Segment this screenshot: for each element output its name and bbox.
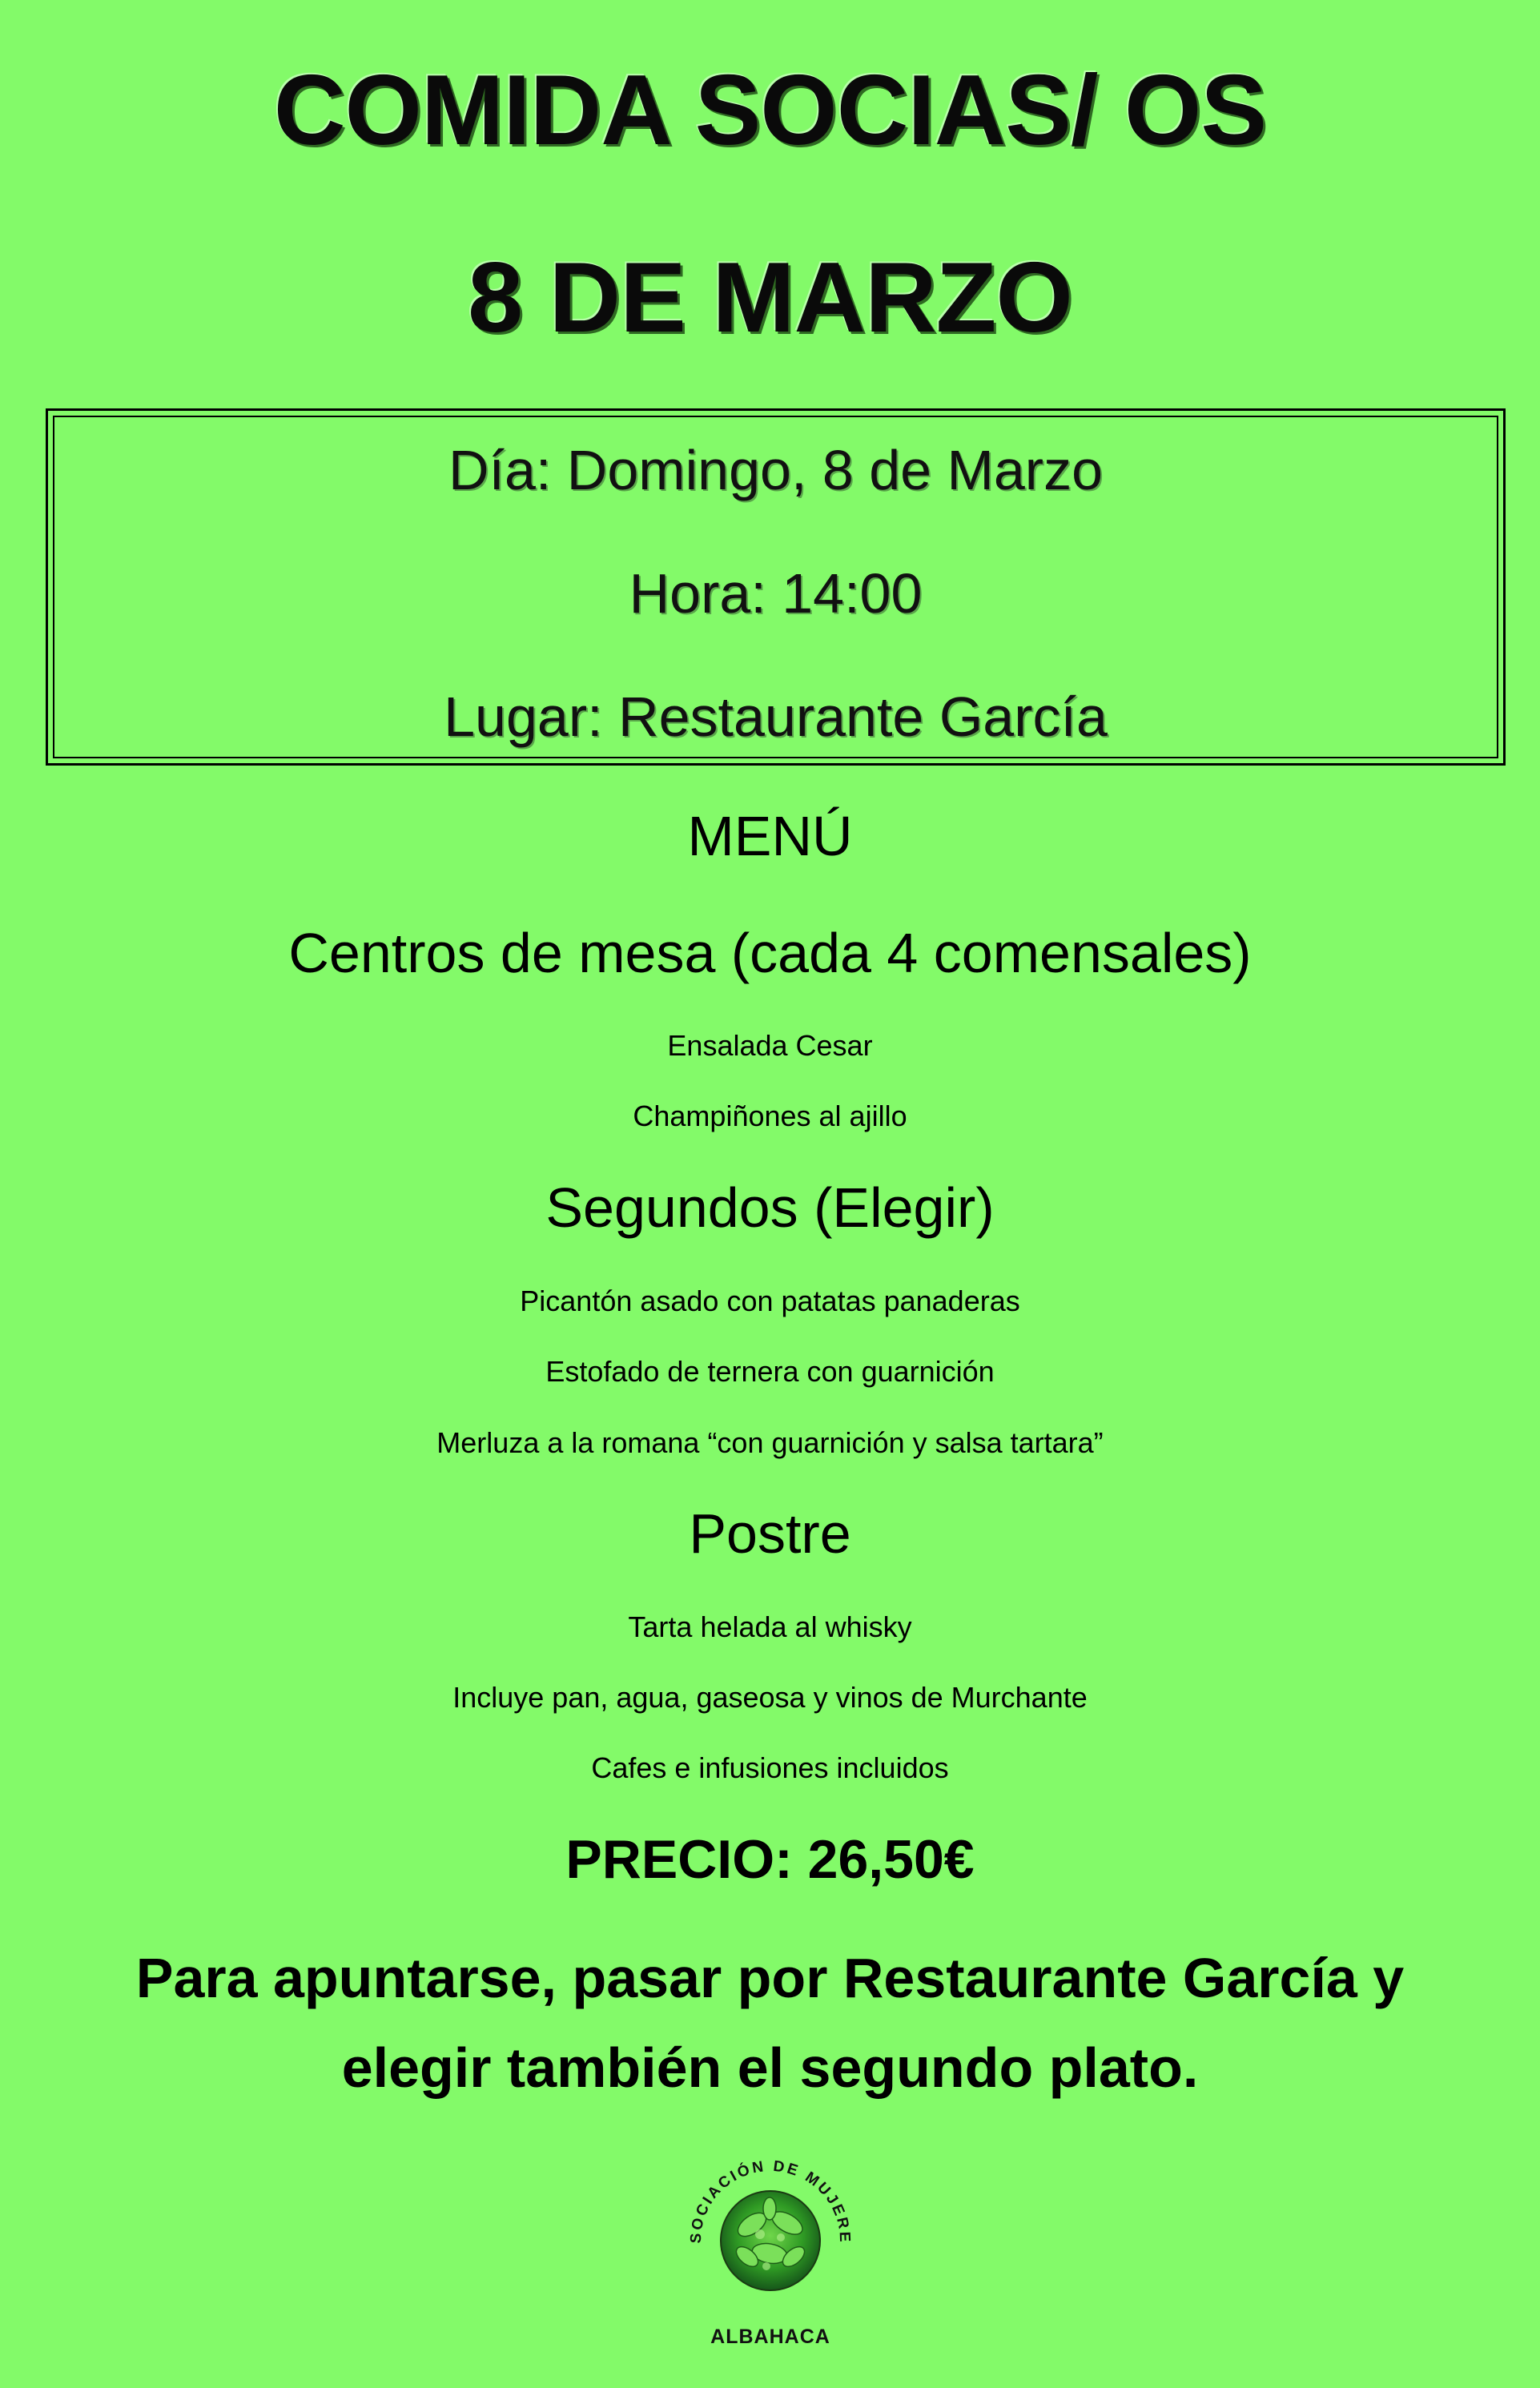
menu-heading: MENÚ: [687, 805, 853, 867]
menu-section-entrantes: Centros de mesa (cada 4 comensales): [288, 922, 1252, 984]
event-info-box: [46, 408, 1506, 766]
menu-item: Ensalada Cesar: [667, 1029, 873, 1062]
menu-item: Incluye pan, agua, gaseosa y vinos de Murchante: [452, 1681, 1088, 1714]
menu-item: Picantón asado con patatas panaderas: [520, 1284, 1020, 1317]
signup-text-line2: elegir también el segundo plato.: [341, 2036, 1199, 2099]
menu-item: Cafes e infusiones incluidos: [591, 1751, 949, 1784]
signup-text-line1: Para apuntarse, pasar por Restaurante García y: [135, 1947, 1405, 2009]
menu-item: Estofado de ternera con guarnición: [545, 1355, 995, 1388]
event-day: Día: Domingo, 8 de Marzo: [448, 439, 1104, 501]
menu-item: Merluza a la romana “con guarnición y salsa tartara”: [436, 1426, 1104, 1459]
price: PRECIO: 26,50€: [565, 1829, 975, 1890]
svg-text:ASOCIACIÓN DE MUJERES: SOCIACIÓN DE MUJERE: [687, 2157, 854, 2245]
menu-item: Tarta helada al whisky: [628, 1610, 912, 1643]
menu-section-postre: Postre: [689, 1502, 851, 1565]
association-logo: [686, 2154, 854, 2362]
logo-name: ALBAHACA: [710, 2326, 830, 2348]
event-place: Lugar: Restaurante García: [444, 685, 1108, 748]
menu-section-segundos: Segundos (Elegir): [545, 1176, 995, 1239]
menu-item: Champiñones al ajillo: [633, 1100, 907, 1132]
poster-date-title: 8 DE MARZO: [468, 243, 1072, 353]
event-time: Hora: 14:00: [629, 562, 923, 625]
basil-leaves-icon: [686, 2154, 854, 2362]
poster-title: COMIDA SOCIAS/ OS: [273, 55, 1267, 166]
